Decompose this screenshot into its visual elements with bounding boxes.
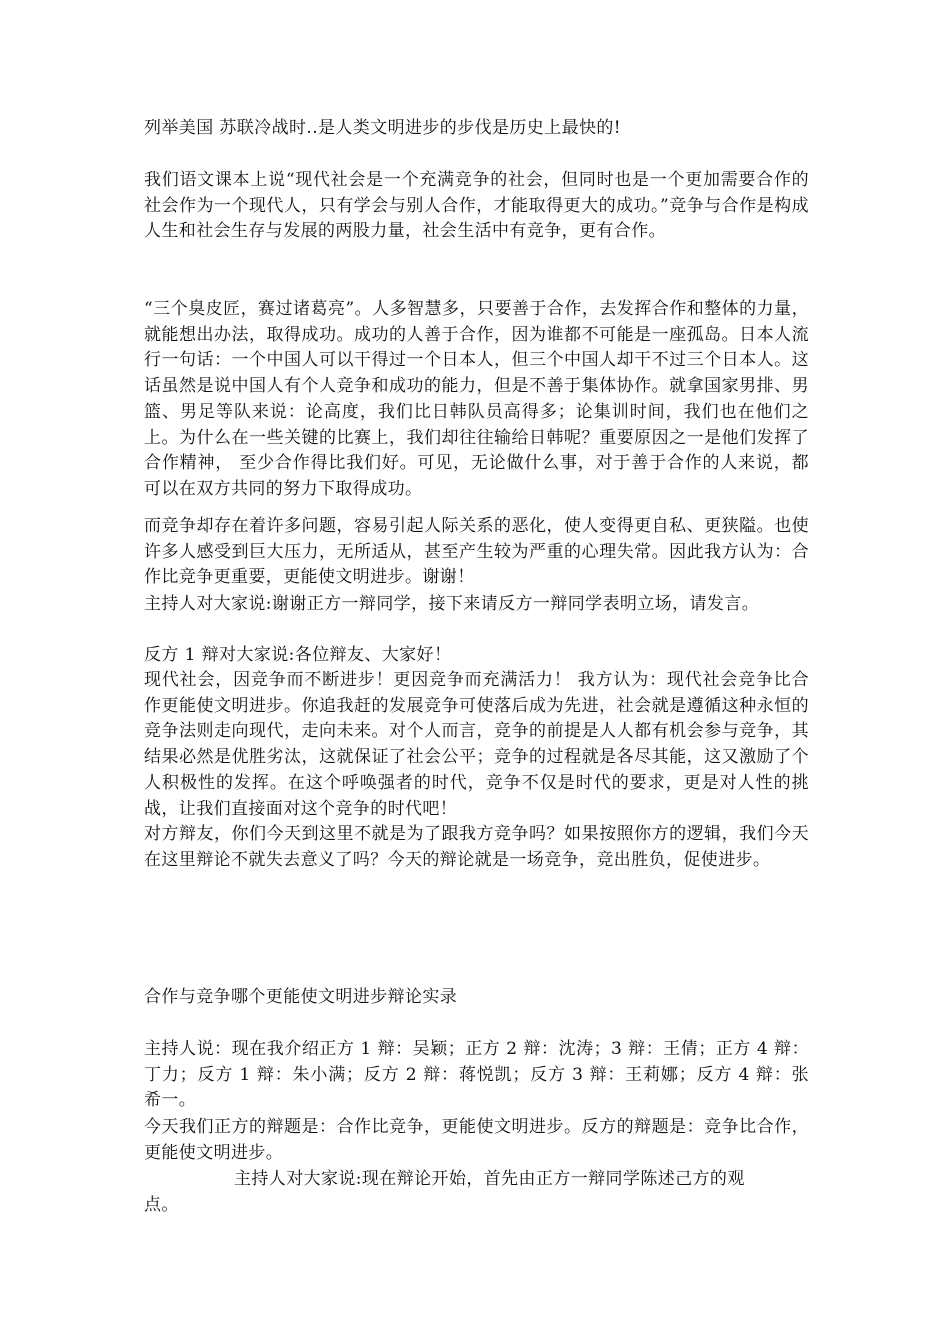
- paragraph-competition-problems: 而竞争却存在着许多问题，容易引起人际关系的恶化，使人变得更自私、更狭隘。也使许多人感受到巨大压力，无所适从，甚至产生较为严重的心理失常。因此我方认为：合作比竞争更重要，更能使文明进步。谢谢！: [144, 516, 809, 588]
- paragraph-textbook-quote: 我们语文课本上说“现代社会是一个充满竞争的社会，但同时也是一个更加需要合作的社会作为一个现代人，只有学会与别人合作，才能取得更大的成功。”竞争与合作是构成人生和社会生存与发展的两股力量，社会生活中有竞争，更有合作。: [144, 170, 809, 242]
- paragraph-opposition-greeting: 反方 1 辩对大家说:各位辩友、大家好！: [144, 645, 452, 665]
- paragraph-host-introduction: 主持人说：现在我介绍正方 1 辩：吴颖；正方 2 辩：沈涛；3 辩：王倩；正方 4 辩：丁力；反方 1 辩：朱小满；反方 2 辩：蒋悦凯；反方 3 辩：王莉娜；反方 4 辩：张希一。: [144, 1039, 809, 1111]
- paragraph-debate-start: [144, 1167, 809, 1218]
- debate-start-line-2: 点。: [144, 1194, 179, 1215]
- paragraph-opposition-rebuttal: 对方辩友，你们今天到这里不就是为了跟我方竞争吗？如果按照你方的逻辑，我们今天在这里辩论不就失去意义了吗？今天的辩论就是一场竞争，竞出胜负，促使进步。: [144, 824, 809, 870]
- paragraph-debate-topics: 今天我们正方的辩题是：合作比竞争，更能使文明进步。反方的辩题是：竞争比合作，更能使文明进步。: [144, 1117, 809, 1163]
- paragraph-host-transition: 主持人对大家说:谢谢正方一辩同学，接下来请反方一辩同学表明立场，请发言。: [144, 594, 760, 614]
- paragraph-cold-war: 列举美国 苏联冷战时..是人类文明进步的步伐是历史上最快的!: [144, 118, 622, 138]
- debate-start-line-1: 主持人对大家说:现在辩论开始，首先由正方一辩同学陈述己方的观: [234, 1169, 745, 1189]
- paragraph-cooperation-argument: “三个臭皮匠，赛过诸葛亮”。人多智慧多，只要善于合作，去发挥合作和整体的力量，就能想出办法，取得成功。成功的人善于合作，因为谁都不可能是一座孤岛。日本人流行一句话：一个中国人可以干得过一个日本人，但三个中国人却干不过三个日本人。这话虽然是说中国人有个人竞争和成功的能力，但是不善于集体协作。就拿国家男排、男篮、男足等队来说：论高度，我们比日韩队员高得多；论集训时间，我们也在他们之上。为什么在一些关键的比赛上，我们却往往输给日韩呢？重要原因之一是他们发挥了合作精神， 至少合作得比我们好。可见，无论做什么事，对于善于合作的人来说，都可以在双方共同的努力下取得成功。: [144, 299, 809, 499]
- document-title: 合作与竞争哪个更能使文明进步辩论实录: [144, 987, 458, 1007]
- paragraph-opposition-argument: 现代社会，因竞争而不断进步！更因竞争而充满活力！ 我方认为：现代社会竞争比合作更能使文明进步。你追我赶的发展竞争可使落后成为先进，社会就是遵循这种永恒的竞争法则走向现代，走向未来。对个人而言，竞争的前提是人人都有机会参与竞争，其结果必然是优胜劣汰，这就保证了社会公平；竞争的过程就是各尽其能，这又激励了个人积极性的发挥。在这个呼唤强者的时代，竞争不仅是时代的要求，更是对人性的挑战，让我们直接面对这个竞争的时代吧！: [144, 670, 809, 819]
